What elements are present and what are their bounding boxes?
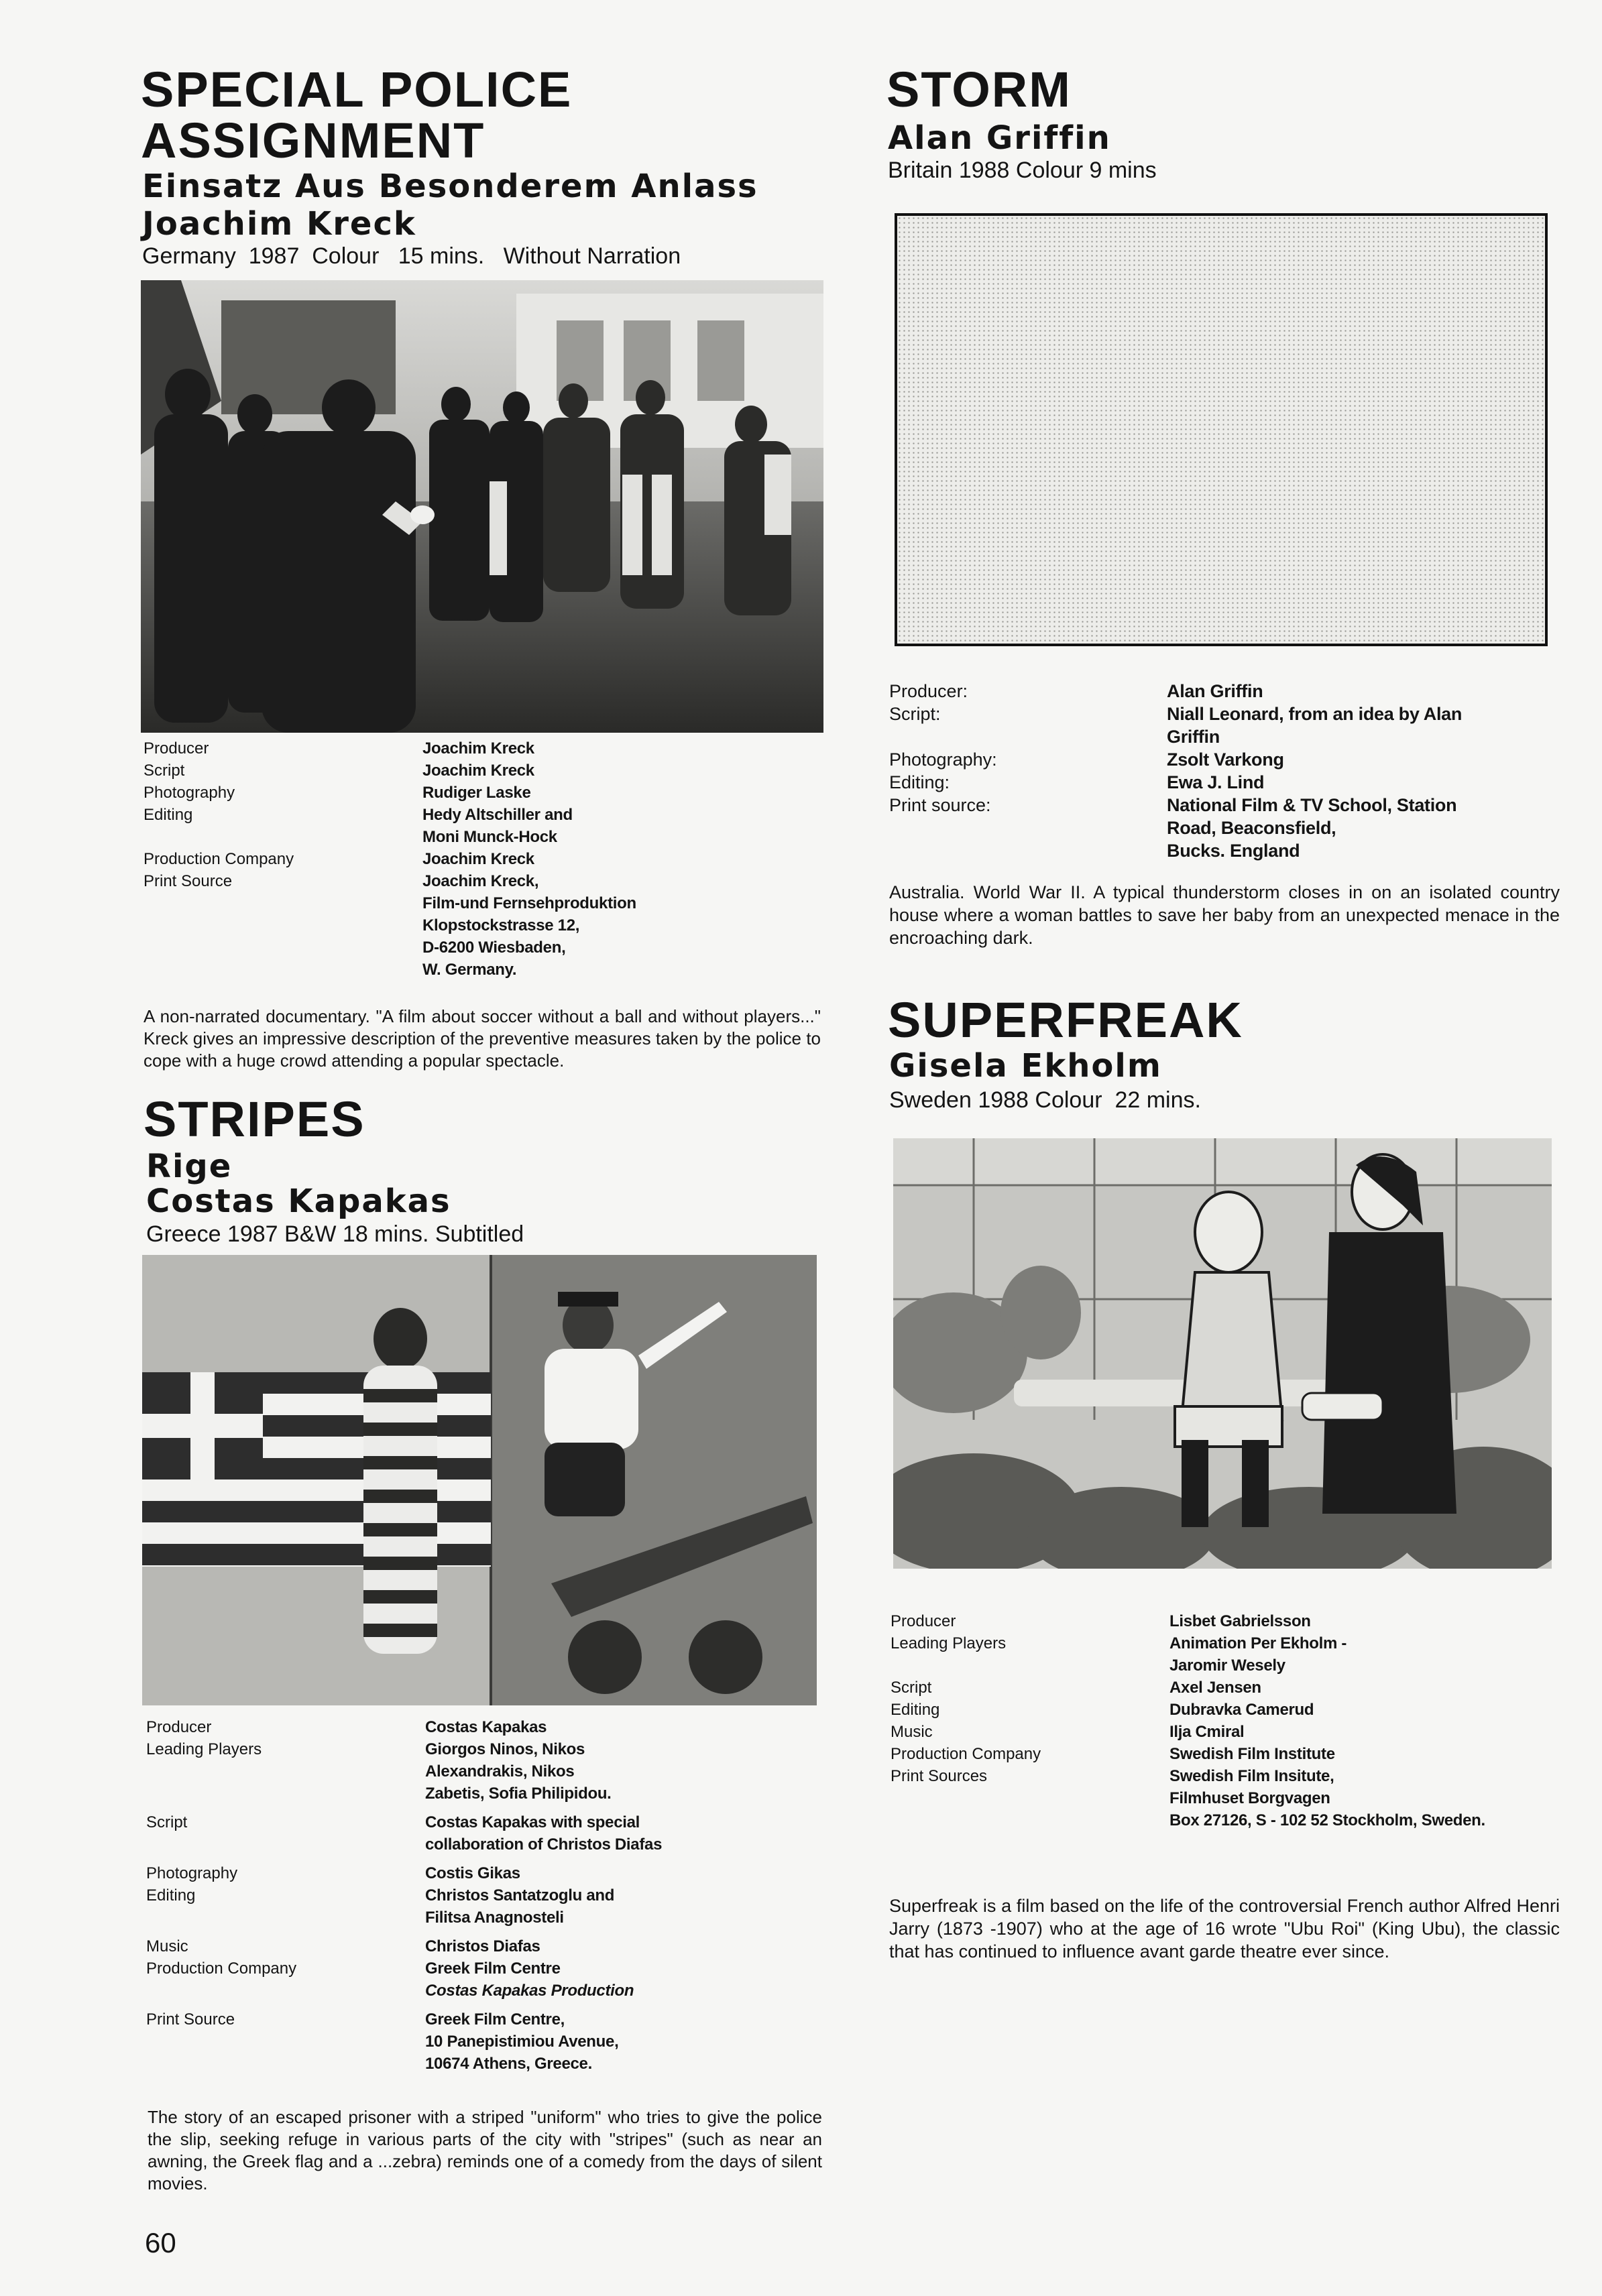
credit-label: Leading Players [146,1740,262,1758]
credit-label: Producer: [889,681,968,701]
credit-value: Joachim Kreck [422,850,534,868]
credit-value: Zsolt Varkong [1167,749,1284,770]
credit-label: Editing [144,806,193,824]
credit-label [146,2031,425,2053]
credit-label [891,1654,1169,1677]
credits-list [889,680,1560,862]
credit-label: Print Sources [891,1767,988,1785]
film-title: STRIPES [144,1091,365,1147]
credit-value: Klopstockstrasse 12, [422,916,580,934]
credit-label: Print Source [146,2010,235,2029]
credit-value: Greek Film Centre, [425,2010,565,2029]
credit-label [146,1833,425,1856]
credits-list [144,737,814,981]
credit-label: Producer [144,739,209,758]
credit-label [146,2053,425,2075]
credit-label [144,826,422,848]
original-title: Rige [146,1148,233,1185]
credit-value: D-6200 Wiesbaden, [422,939,566,957]
credit-value: 10 Panepistimiou Avenue, [425,2033,619,2051]
credit-value: Greek Film Centre [425,1959,561,1978]
director-name: Costas Kapakas [146,1183,451,1220]
film-description: A non-narrated documentary. "A film about soccer without a ball and without players..." Kreck gives an impressive description of the preventive measures taken by the police to cope with a huge crowd attending a popular spectacle. [144,1006,821,1071]
credit-value: Lisbet Gabrielsson [1169,1612,1311,1630]
credit-value: Dubravka Camerud [1169,1701,1314,1719]
credit-value: Zabetis, Sofia Philipidou. [425,1785,612,1803]
credit-label: Production Company [144,850,294,868]
credit-label: Print source: [889,795,991,815]
credit-label: Photography: [889,749,997,770]
credit-value: Alan Griffin [1167,681,1263,701]
credit-label [144,892,422,914]
credit-value: Joachim Kreck [422,762,534,780]
film-still-animation [893,1138,1552,1569]
credit-label: Script [146,1813,188,1831]
credit-value: Joachim Kreck [422,739,534,758]
credit-label [144,959,422,981]
credit-label: Script [891,1679,932,1697]
director-name: Alan Griffin [888,119,1111,157]
credit-label: Producer [146,1718,212,1736]
credit-label: Script [144,762,185,780]
film-still-police-crowd [141,280,823,733]
film-meta: Sweden 1988 Colour 22 mins. [889,1087,1201,1113]
credit-label [146,1783,425,1805]
credit-value: Costis Gikas [425,1864,520,1882]
page-number: 60 [145,2227,176,2258]
credit-label [889,817,1167,839]
original-title: Einsatz Aus Besonderem Anlass [142,168,758,205]
credit-label: Editing: [889,772,950,792]
credit-value: Ewa J. Lind [1167,772,1265,792]
credit-value: Costas Kapakas with special [425,1813,640,1831]
credit-value: Ilja Cmiral [1169,1723,1245,1741]
stripes-photo [142,1255,817,1705]
credits-list [146,1716,817,2075]
credit-value: Filitsa Anagnosteli [425,1909,564,1927]
credit-value: 10674 Athens, Greece. [425,2055,592,2073]
credit-value: Niall Leonard, from an idea by Alan [1167,704,1463,724]
credit-value: Film-und Fernsehproduktion [422,894,636,912]
credit-label [889,839,1167,862]
film-title-line2: ASSIGNMENT [141,113,485,168]
credit-value: Filmhuset Borgvagen [1169,1789,1330,1807]
credit-label [889,725,1167,748]
director-name: Gisela Ekholm [889,1047,1162,1085]
film-title: SUPERFREAK [888,992,1243,1048]
credit-label [146,1907,425,1929]
credit-label: Music [146,1937,188,1955]
credit-value: Road, Beaconsfield, [1167,818,1336,838]
credit-value: Giorgos Ninos, Nikos [425,1740,585,1758]
credits-list [891,1610,1561,1831]
credit-label: Production Company [891,1745,1041,1763]
credit-value: Jaromir Wesely [1169,1656,1285,1675]
credit-label: Music [891,1723,933,1741]
credit-label: Leading Players [891,1634,1007,1652]
credit-label [891,1787,1169,1809]
credit-label: Producer [891,1612,956,1630]
credit-value: Animation Per Ekholm - [1169,1634,1347,1652]
film-title-line1: SPECIAL POLICE [141,62,573,117]
credit-label: Script: [889,704,941,724]
film-description: The story of an escaped prisoner with a striped "uniform" who tries to give the police the slip, seeking refuge in various parts of the city with "stripes" (such as near an awning, the Greek flag and a ...zebra) reminds one of a comedy from the days of silent movies. [148,2107,822,2193]
credit-value: Alexandrakis, Nikos [425,1762,575,1780]
credit-value: Rudiger Laske [422,784,531,802]
film-title: STORM [886,62,1072,117]
film-description: Australia. World War II. A typical thunderstorm closes in on an isolated country house where a woman battles to save her baby from an unexpected menace in the encroaching dark. [889,882,1560,948]
credit-value: Axel Jensen [1169,1679,1261,1697]
film-description: Superfreak is a film based on the life of the controversial French author Alfred Henri Jarry (1873 -1907) who at the age of 16 wrote "Ubu Roi" (King Ubu), the classic that has continued to influence avant garde theatre ever since. [889,1896,1560,1961]
photo-placeholder-box [895,213,1548,646]
credit-value: Christos Santatzoglu and [425,1886,615,1905]
film-meta: Greece 1987 B&W 18 mins. Subtitled [146,1221,524,1247]
credit-label [146,1980,425,2002]
greek-flag [142,1372,491,1567]
credit-value: collaboration of Christos Diafas [425,1835,663,1854]
credit-label: Production Company [146,1959,297,1978]
director-name: Joachim Kreck [142,205,416,243]
credit-label: Photography [144,784,235,802]
credit-value: Swedish Film Institute [1169,1745,1335,1763]
credit-value: Box 27126, S - 102 52 Stockholm, Sweden. [1169,1811,1485,1829]
credit-value: Griffin [1167,727,1220,747]
credit-value: Costas Kapakas Production [425,1982,634,2000]
credit-label: Photography [146,1864,238,1882]
credit-label [144,936,422,959]
police-crowd-photo [141,280,823,733]
credit-label [891,1809,1169,1831]
credit-value: Joachim Kreck, [422,872,539,890]
credit-value: Christos Diafas [425,1937,540,1955]
credit-value: National Film & TV School, Station [1167,795,1457,815]
credit-label: Editing [146,1886,196,1905]
credit-label: Editing [891,1701,940,1719]
credit-label [144,914,422,936]
credit-value: Swedish Film Insitute, [1169,1767,1334,1785]
credit-value: Costas Kapakas [425,1718,547,1736]
film-meta: Germany 1987 Colour 15 mins. Without Narration [142,243,681,269]
credit-label: Print Source [144,872,233,890]
film-meta: Britain 1988 Colour 9 mins [888,158,1157,183]
credit-value: Hedy Altschiller and [422,806,573,824]
credit-value: Moni Munck-Hock [422,828,557,846]
superfreak-animation-still [893,1138,1552,1569]
film-still-striped-prisoner [142,1255,817,1705]
credit-label [146,1760,425,1783]
credit-value: Bucks. England [1167,841,1300,861]
credit-value: W. Germany. [422,961,517,979]
